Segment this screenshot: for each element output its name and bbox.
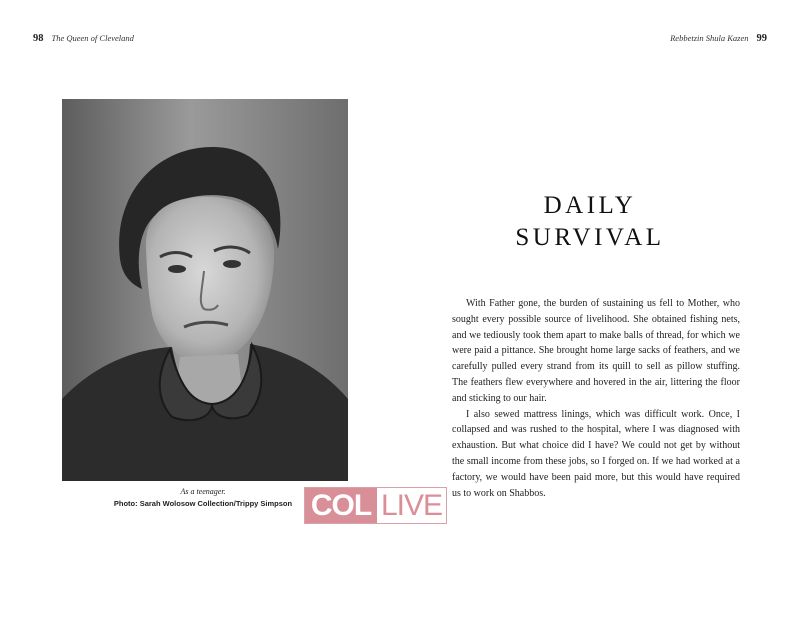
body-text xyxy=(452,296,740,501)
watermark-part2: LIVE xyxy=(380,488,443,522)
chapter-title-line2: SURVIVAL xyxy=(515,224,665,251)
page-number-left: 98 xyxy=(33,33,44,44)
watermark-logo xyxy=(304,487,447,524)
caption-text: As a teenager. xyxy=(180,487,226,496)
portrait-image xyxy=(62,99,348,481)
watermark-part1: COL xyxy=(305,488,377,523)
running-head-left xyxy=(33,33,134,44)
running-head-right xyxy=(670,33,767,44)
chapter-title-line1: DAILY xyxy=(543,192,637,219)
paragraph: With Father gone, the burden of sustaining us fell to Mother, who sought every possible source of livelihood. She obtained fishing nets, and we tediously took them apart to make balls of thread, for which we were paid a pittance. She brought home large sacks of feathers, and we carefully pulled every strand from its quill to sell as pillow stuffing. The feathers flew everywhere and hovered in the air, littering the floor and sticking to our hair. xyxy=(452,298,740,404)
book-title: The Queen of Cleveland xyxy=(51,33,134,43)
photo-credit: Photo: Sarah Wolosow Collection/Trippy Simpson xyxy=(113,499,293,508)
page-number-right: 99 xyxy=(756,33,767,44)
photo-caption xyxy=(100,486,306,510)
chapter-author: Rebbetzin Shula Kazen xyxy=(670,33,749,43)
paragraph: I also sewed mattress linings, which was difficult work. Once, I collapsed and was rushed to the hospital, where I was diagnosed with exhaustion. But what choice did I have? We could not get by without the small income from these jobs, so I forged on. If we had worked at a factory, we would have been paid more, but this would have required us to work on Shabbos. xyxy=(452,408,740,499)
portrait-photo xyxy=(62,99,348,481)
chapter-title xyxy=(485,190,695,254)
